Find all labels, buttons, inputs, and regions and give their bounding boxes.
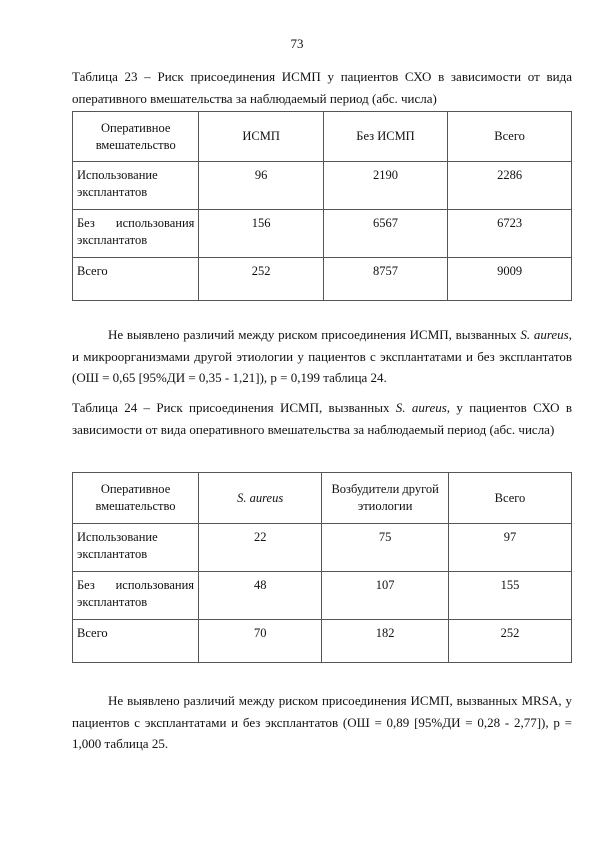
row-label: Использование эксплантатов: [73, 524, 199, 572]
cell-value: 48: [199, 572, 322, 620]
paragraph-1-text-a: Не выявлено различий между риском присоединения ИСМП, вызванных: [108, 327, 521, 342]
cell-value: 2190: [323, 162, 447, 210]
cell-value: 6567: [323, 210, 447, 258]
row-label: Без использования эксплантатов: [73, 210, 199, 258]
cell-value: 75: [322, 524, 449, 572]
row-label: Использование эксплантатов: [73, 162, 199, 210]
cell-value: 8757: [323, 258, 447, 301]
cell-value: 252: [448, 620, 571, 663]
table24-header-operation: Оперативное вмешательство: [73, 473, 199, 524]
cell-value: 155: [448, 572, 571, 620]
cell-value: 182: [322, 620, 449, 663]
table23: [72, 111, 572, 301]
table24: [72, 472, 572, 663]
cell-value: 107: [322, 572, 449, 620]
table23-header-row: [73, 112, 572, 162]
paragraph-1-text-b: , и микроорганизмами другой этиологии у пациентов с эксплантатами и без эксплантатов (ОШ = 0,65 [95%ДИ = 0,35 - 1,21]), р = 0,199 таблица 24.: [72, 327, 572, 385]
table-row: [73, 162, 572, 210]
table23-header-total: Всего: [448, 112, 572, 162]
paragraph-2: Не выявлено различий между риском присоединения ИСМП, вызванных MRSA, у пациентов с эксплантатами и без эксплантатов (ОШ = 0,89 [95%ДИ = 0,28 - 2,77]), р = 1,000 таблица 25.: [72, 693, 572, 751]
row-label: Всего: [73, 620, 199, 663]
cell-value: 22: [199, 524, 322, 572]
table24-header-row: [73, 473, 572, 524]
table24-header-total: Всего: [448, 473, 571, 524]
table23-header-no-ismp: Без ИСМП: [323, 112, 447, 162]
row-label: Всего: [73, 258, 199, 301]
table24-caption-b: , у пациентов СХО в зависимости от вида оперативного вмешательства за наблюдаемый период (абс. числа): [72, 400, 573, 437]
cell-value: 96: [199, 162, 323, 210]
row-label: Без использования эксплантатов: [73, 572, 199, 620]
cell-value: 252: [199, 258, 323, 301]
cell-value: 70: [199, 620, 322, 663]
cell-value: 6723: [448, 210, 572, 258]
table-row: [73, 258, 572, 301]
table24-caption-a: Таблица 24 – Риск присоединения ИСМП, вызванных: [72, 400, 396, 415]
table24-caption-italic: S. aureus: [395, 400, 447, 415]
page-number: 73: [290, 36, 304, 51]
table23-caption: Таблица 23 – Риск присоединения ИСМП у пациентов СХО в зависимости от вида оперативного вмешательства за наблюдаемый период (абс. числа): [72, 69, 572, 106]
table-row: [73, 210, 572, 258]
table24-caption: [72, 397, 572, 440]
cell-value: 2286: [448, 162, 572, 210]
table-row: [73, 620, 572, 663]
cell-value: 97: [448, 524, 571, 572]
table24-header-s-aureus: [199, 473, 322, 524]
table23-header-ismp: ИСМП: [199, 112, 323, 162]
cell-value: 9009: [448, 258, 572, 301]
table23-header-operation: Оперативное вмешательство: [73, 112, 199, 162]
paragraph-1: [72, 324, 572, 389]
cell-value: 156: [199, 210, 323, 258]
s-aureus-italic: S. aureus: [237, 490, 284, 505]
paragraph-1-italic: S. aureus: [520, 327, 569, 342]
table-row: [73, 524, 572, 572]
table24-header-other: Возбудители другой этиологии: [322, 473, 449, 524]
table-row: [73, 572, 572, 620]
